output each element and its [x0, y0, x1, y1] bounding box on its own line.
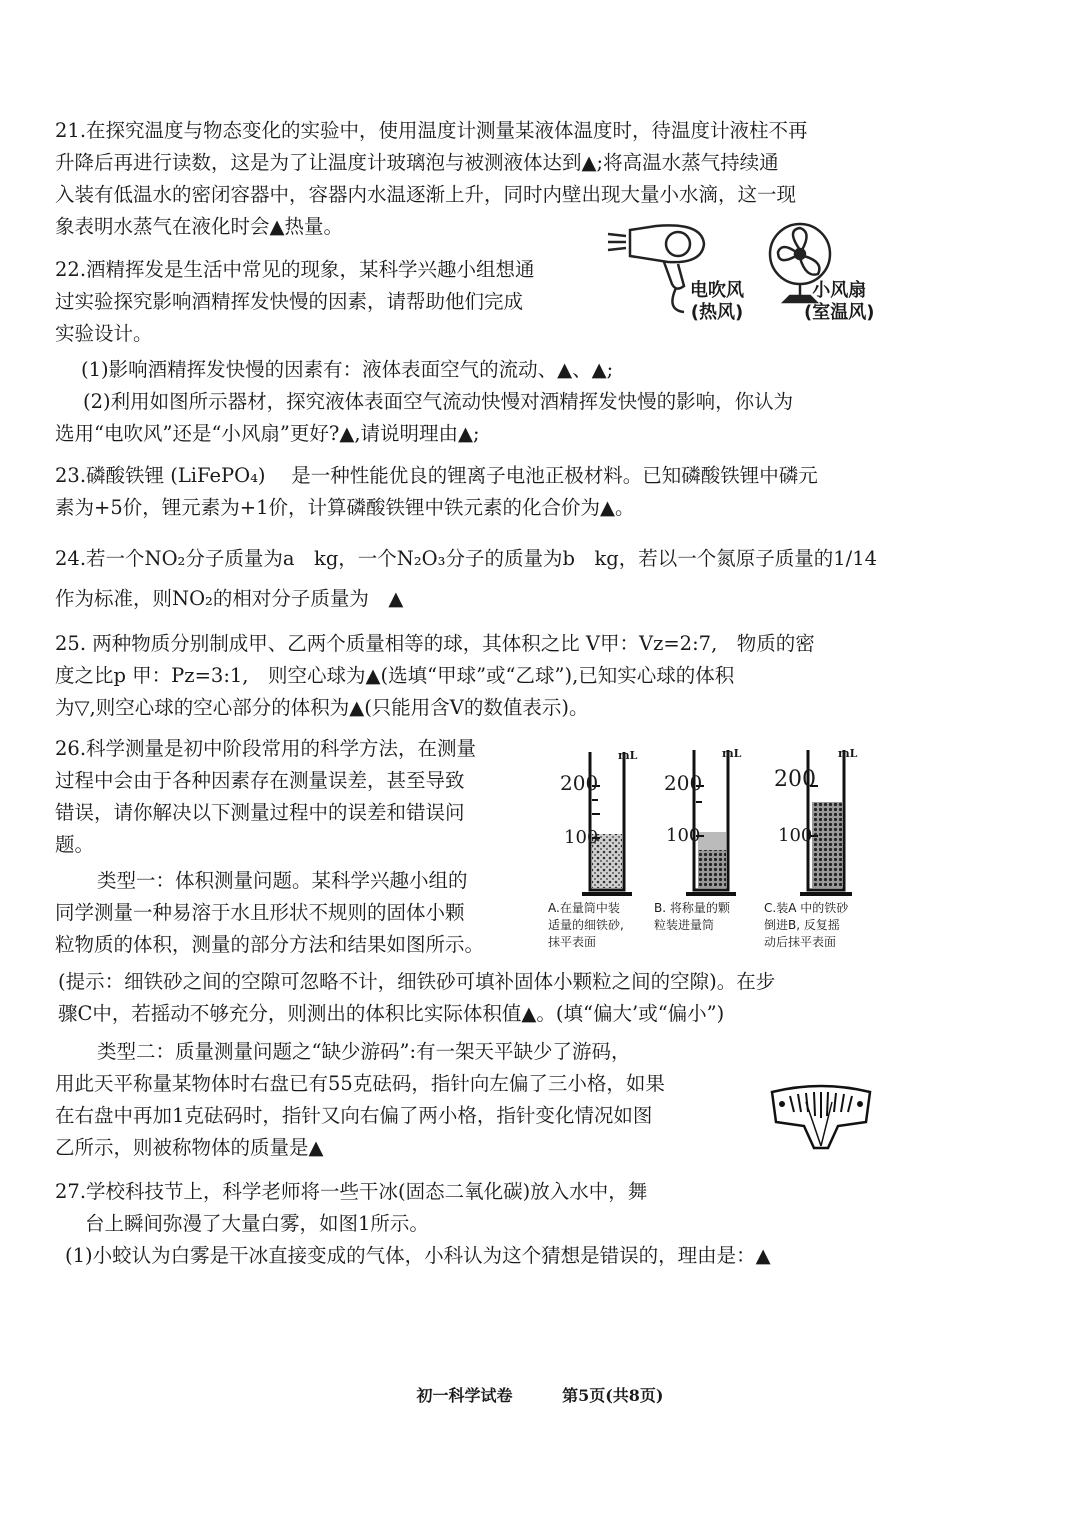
q26-intro-line: 26.科学测量是初中阶段常用的科学方法，在测量 — [55, 737, 477, 760]
cyl-b-unit: mL — [722, 747, 742, 760]
fan-sublabel: (室温风) — [804, 302, 875, 323]
q22-line: 过实验探究影响酒精挥发快慢的因素，请帮助他们完成 — [55, 290, 524, 313]
measuring-cylinders — [548, 742, 878, 902]
cyl-b-200: 200 — [664, 771, 703, 795]
q22-sub2-line: (2)利用如图所示器材，探究液体表面空气流动快慢对酒精挥发快慢的影响，你认为 — [83, 390, 794, 413]
cyl-b-caption: B. 将称量的颗 粒装进量筒 — [654, 901, 730, 932]
q27-line: 27.学校科技节上，科学老师将一些干冰(固态二氧化碳)放入水中，舞 — [55, 1180, 648, 1203]
q22-sub1: (1)影响酒精挥发快慢的因素有：液体表面空气的流动、▲、▲; — [81, 358, 614, 381]
q24-line: 作为标准，则NO₂的相对分子质量为 ▲ — [55, 587, 404, 610]
page-footer — [0, 1380, 1080, 1412]
q26-intro-line: 过程中会由于各种因素存在测量误差，甚至导致 — [55, 769, 465, 792]
cylinders-figure — [548, 742, 878, 957]
q21-line: 入装有低温水的密闭容器中，容器内水温逐渐上升，同时内壁出现大量小水滴，这一现 — [55, 183, 797, 206]
q21-line: 21.在探究温度与物态变化的实验中，使用温度计测量某液体温度时，待温度计液柱不再 — [55, 119, 808, 142]
question-26 — [55, 733, 484, 961]
q27-sub1: (1)小蛟认为白雾是干冰直接变成的气体，小科认为这个猜想是错误的，理由是：▲ — [65, 1244, 771, 1267]
q26-type1-line: 粒物质的体积，测量的部分方法和结果如图所示。 — [55, 933, 485, 956]
q26-intro-line: 题。 — [55, 833, 95, 856]
cyl-c-caption: C.装A 中的铁砂 倒进B, 反复摇 动后抹平表面 — [764, 901, 849, 949]
cyl-c-200: 200 — [774, 767, 816, 792]
dryer-sublabel: (热风) — [690, 302, 744, 323]
cyl-a-200: 200 — [560, 771, 599, 795]
fan-label: 小风扇 — [812, 280, 867, 301]
cyl-a-unit: mL — [618, 749, 638, 762]
cyl-b-100: 100 — [666, 825, 701, 846]
q21-line: 升降后再进行读数，这是为了让温度计玻璃泡与被测液体达到▲;将高温水蒸气持续通 — [55, 151, 779, 174]
q26-hint-line: (提示：细铁砂之间的空隙可忽略不计，细铁砂可填补固体小颗粒之间的空隙)。在步 — [58, 970, 776, 993]
question-24 — [55, 543, 877, 615]
q26-type1-line: 类型一：体积测量问题。某科学兴趣小组的 — [97, 869, 468, 892]
q25-line: 25. 两种物质分别制成甲、乙两个质量相等的球，其体积之比 V甲：Vz=2:7, 物质的密 — [55, 632, 815, 655]
q26-type2-line: 用此天平称量某物体时右盘已有55克砝码，指针向左偏了三小格，如果 — [55, 1072, 665, 1095]
cyl-c-100: 100 — [778, 825, 813, 846]
dryer-label: 电吹风 — [690, 280, 744, 301]
q24-line: 24.若一个NO₂分子质量为a kg，一个N₂O₃分子的质量为b kg，若以一个氮原子质量的1/14 — [55, 547, 878, 570]
q26-type2-line: 在右盘中再加1克砝码时，指针又向右偏了两小格，指针变化情况如图 — [55, 1104, 653, 1127]
question-23 — [55, 460, 818, 524]
question-22-parts — [55, 354, 793, 450]
q22-line: 实验设计。 — [55, 322, 153, 345]
footer-title: 初一科学试卷 — [416, 1386, 513, 1405]
q26-intro-line: 错误，请你解决以下测量过程中的误差和错误问 — [55, 801, 465, 824]
q26-hint-line: 骤C中，若摇动不够充分，则测出的体积比实际体积值▲。(填“偏大’或“偏小”) — [58, 1002, 725, 1025]
cyl-a-100: 100 — [564, 827, 599, 848]
question-27 — [55, 1176, 771, 1272]
balance-scale-icon — [768, 1082, 874, 1152]
q26-type2-line: 类型二：质量测量问题之“缺少游码”:有一架天平缺少了游码， — [97, 1040, 631, 1063]
q26-type1-line: 同学测量一种易溶于水且形状不规则的固体小颗 — [55, 901, 465, 924]
q22-line: 22.酒精挥发是生活中常见的现象，某科学兴趣小组想通 — [55, 258, 535, 281]
q27-line: 台上瞬间弥漫了大量白雾，如图1所示。 — [85, 1212, 429, 1235]
q23-line: 23.磷酸铁锂 (LiFePO₄) 是一种性能优良的锂离子电池正极材料。已知磷酸铁锂中磷元 — [55, 464, 818, 487]
cyl-c-unit: mL — [838, 747, 858, 760]
balance-pointer-figure — [768, 1082, 874, 1152]
q25-line: 度之比p 甲：Pz=3:1, 则空心球为▲(选填“甲球”或“乙球”),已知实心球的体积 — [55, 664, 735, 687]
dryer-fan-figure — [606, 220, 896, 330]
q21-line: 象表明水蒸气在液化时会▲热量。 — [55, 215, 343, 238]
cyl-a-caption: A.在量筒中装 适量的细铁砂, 抹平表面 — [548, 901, 624, 949]
q26-type2-line: 乙所示，则被称物体的质量是▲ — [55, 1136, 324, 1159]
question-26-hint — [58, 966, 775, 1030]
question-22 — [55, 254, 535, 350]
footer-page-number: 第5页(共8页) — [562, 1386, 664, 1405]
q25-line: 为▽,则空心球的空心部分的体积为▲(只能用含V的数值表示)。 — [55, 696, 589, 719]
question-26-type2 — [55, 1036, 665, 1164]
q22-sub2-line: 选用“电吹风”还是“小风扇”更好?▲,请说明理由▲; — [55, 422, 480, 445]
q23-line: 素为+5价，锂元素为+1价，计算磷酸铁锂中铁元素的化合价为▲。 — [55, 496, 635, 519]
question-25 — [55, 628, 815, 724]
